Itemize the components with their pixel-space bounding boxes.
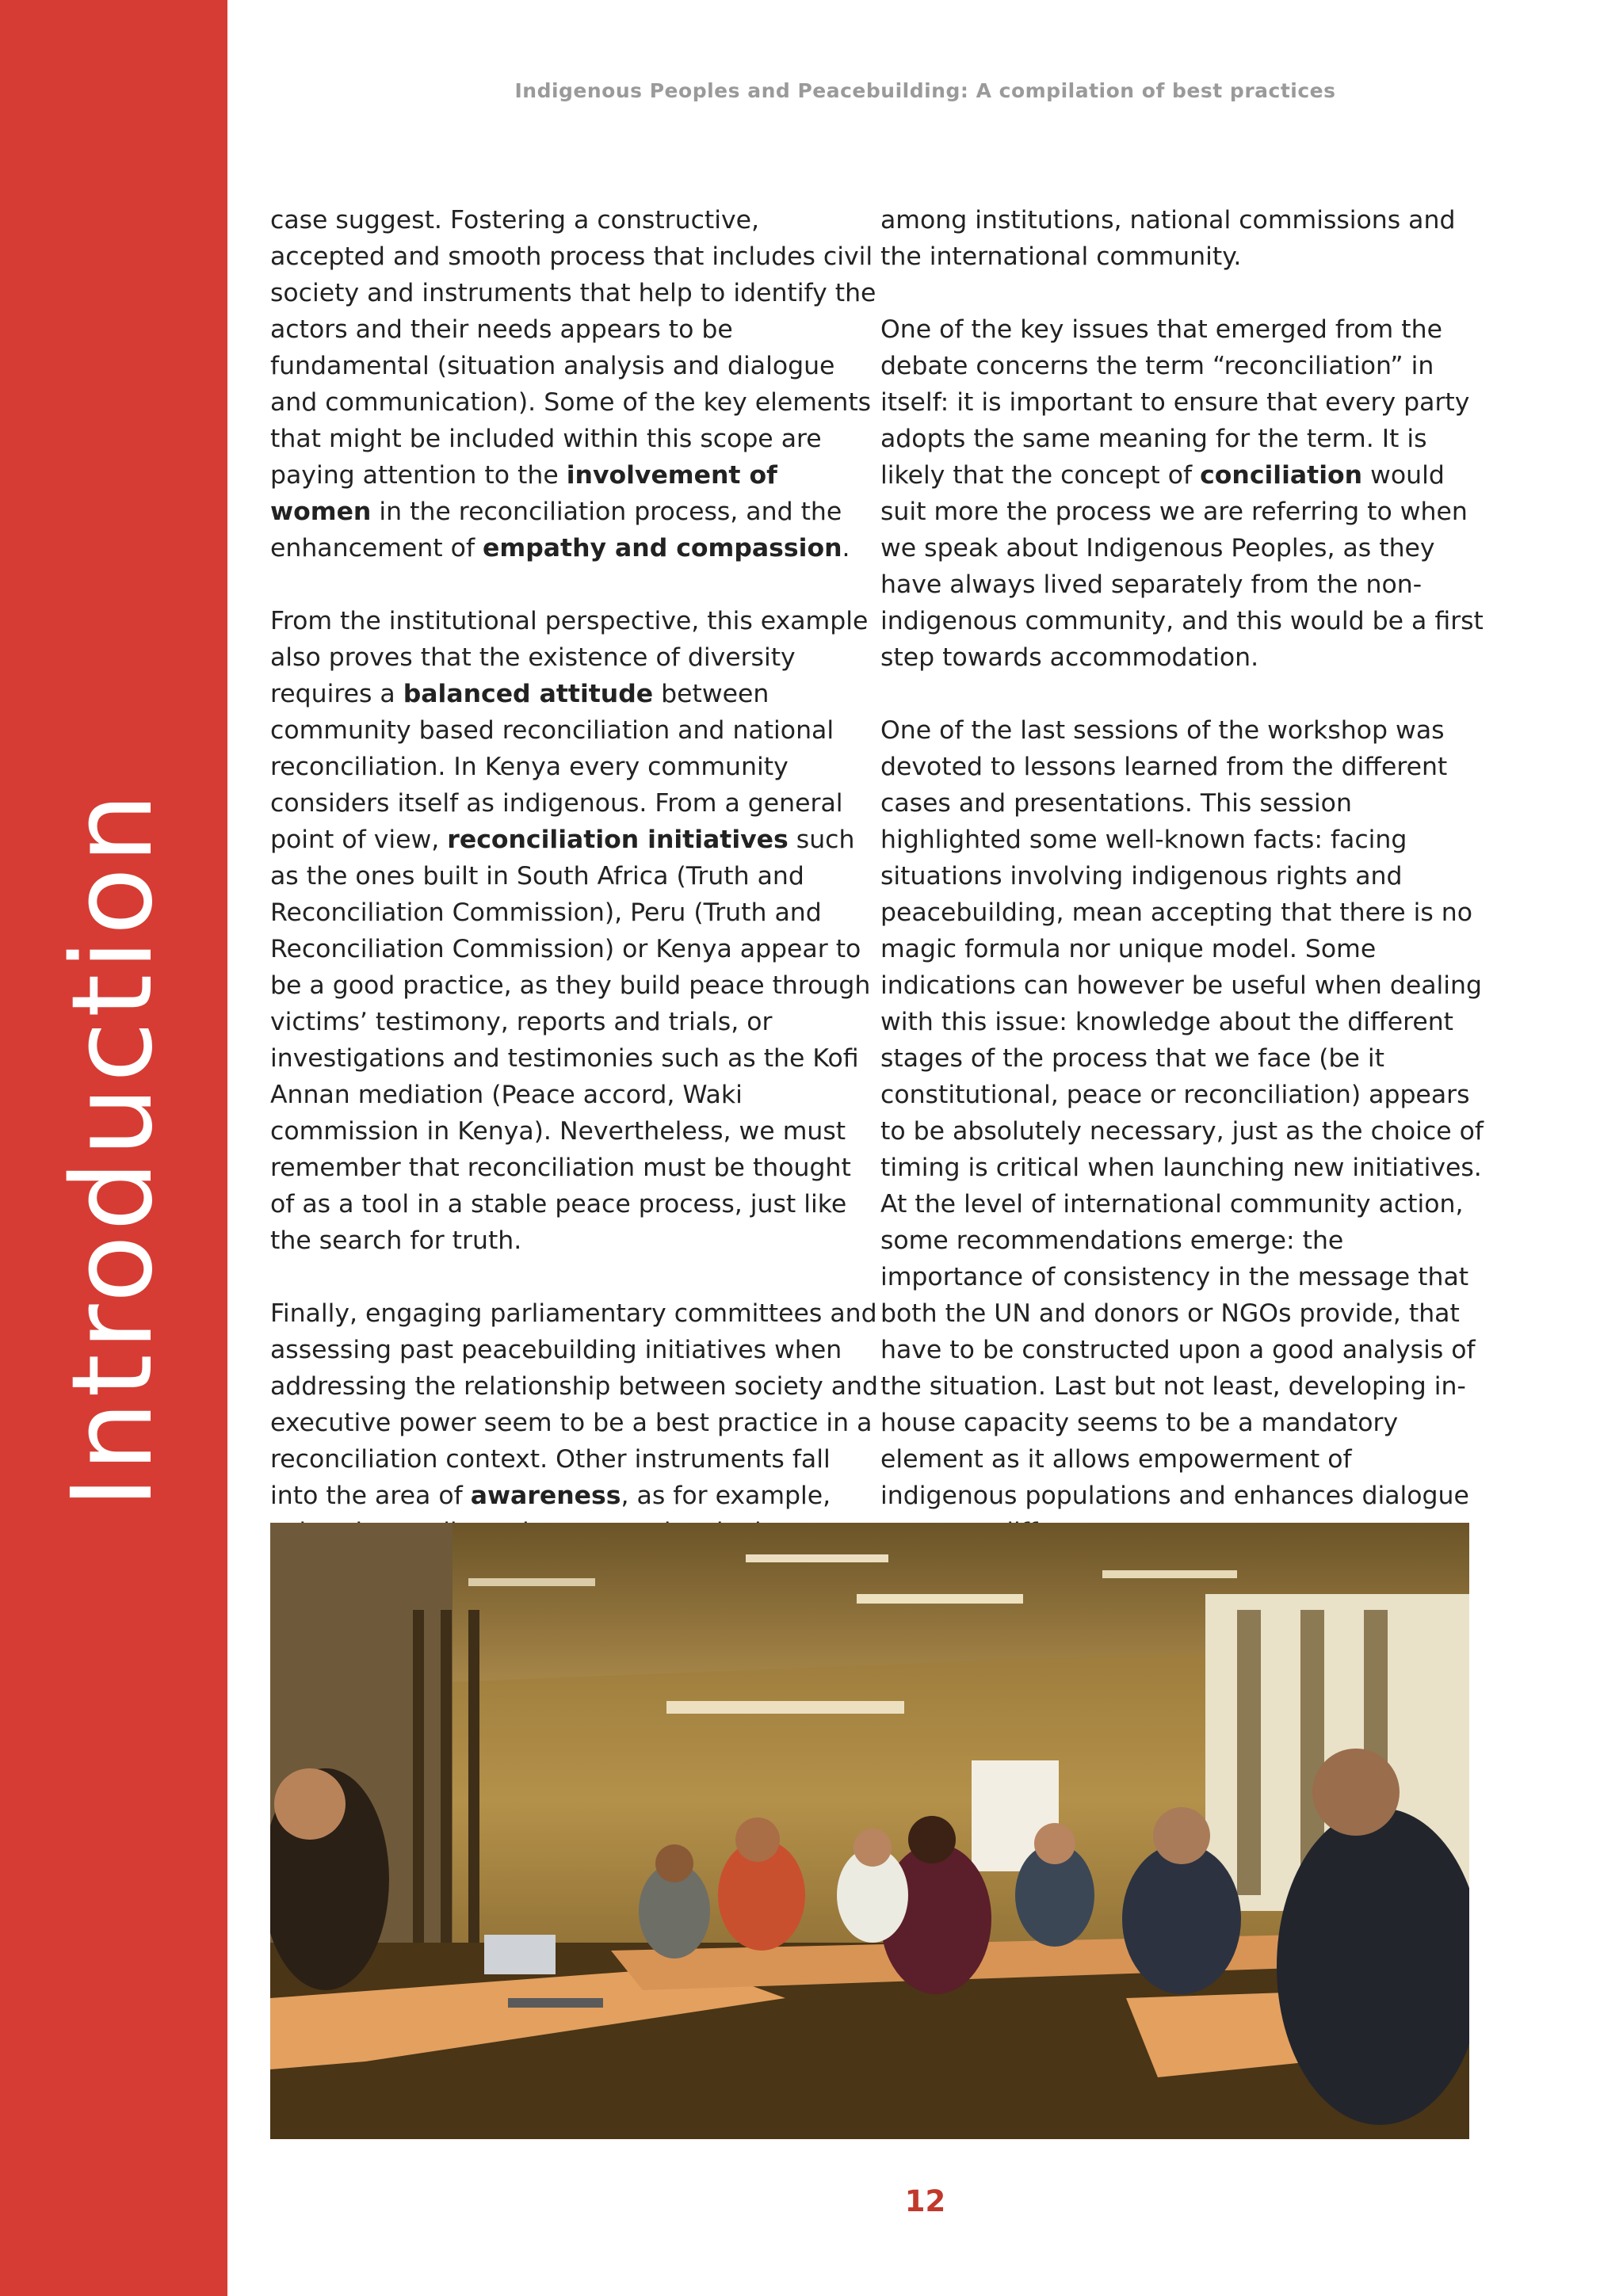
bold-term: reconciliation initiatives: [447, 826, 789, 854]
page-number: 12: [904, 2184, 946, 2218]
text-run: .: [842, 534, 850, 563]
text-run: case suggest. Fostering a constructive, accepted and smooth process that includes civil society and instruments that help to identify the actors and their needs appears to be fundamental (situation analysis and dialogue and communication). Some of the key elements that might be included within this scope are paying attention to the: [270, 206, 876, 490]
section-title: Introduction: [48, 789, 178, 1508]
right-column: [880, 202, 1489, 1550]
text-run: in the reconciliation process, and the enhancement of: [270, 498, 842, 563]
text-run: Finally, engaging parliamentary committees and assessing past peacebuilding initiatives when addressing the relationship between society and executive power seem to be a best practice in a reconciliation context. Other instruments fall into the area of: [270, 1299, 878, 1510]
text-run: From the institutional perspective, this example also proves that the existence of diversity requires a: [270, 607, 869, 708]
bold-term: balanced attitude: [403, 680, 654, 708]
text-run: such as the ones built in South Africa (Truth and Reconciliation Commission), Peru (Truth and Reconciliation Commission) or Kenya appear to be a good practice, as they build peace through victims’ testimony, reports and trials, or investigations and testimonies such as the Kofi Annan mediation (Peace accord, Waki commission in Kenya). Nevertheless, we must remember that reconciliation must be thought of as a tool in a stable peace process, just like the search for truth.: [270, 826, 871, 1255]
text-run: between community based reconciliation and national reconciliation. In Kenya every community considers itself as indigenous. From a general point of view,: [270, 680, 843, 854]
bold-term: involvement of women: [270, 461, 777, 526]
body-paragraph: [270, 603, 879, 1259]
bold-term: empathy and compassion: [483, 534, 842, 563]
body-paragraph: [880, 712, 1489, 1550]
text-run: would suit more the process we are referring to when we speak about Indigenous Peoples, as they have always lived separately from the non-indigenous community, and this would be a first step towards accommodation.: [880, 461, 1484, 672]
bold-term: awareness: [470, 1482, 621, 1510]
workshop-photo: [270, 1523, 1469, 2139]
body-paragraph: [880, 311, 1489, 676]
sidebar: [0, 0, 227, 2296]
text-run: among institutions, national commissions and the international community.: [880, 206, 1456, 271]
body-paragraph: [270, 202, 879, 566]
running-header: Indigenous Peoples and Peacebuilding: A compilation of best practices: [514, 79, 1336, 102]
bold-term: conciliation: [1200, 461, 1363, 490]
text-run: One of the last sessions of the workshop was devoted to lessons learned from the different cases and presentations. This session highlighted some well-known facts: facing situations involving indigenous rights and peacebuilding, mean accepting that there is no magic formula nor unique model. Some indications can however be useful when dealing with this issue: knowledge about the different stages of the process that we face (be it constitutional, peace or reconciliation) appears to be absolutely necessary, just as the choice of timing is critical when launching new initiatives. At the level of international community action, some recommendations emerge: the importance of consistency in the message that both the UN and donors or NGOs provide, that have to be constructed upon a good analysis of the situation. Last but not least, developing in-house capacity seems to be a mandatory element as it allows empowerment of indigenous populations and enhances dialogue: [880, 716, 1484, 1510]
text-run: One of the key issues that emerged from the debate concerns the term “reconciliation” in itself: it is important to ensure that every party adopts the same meaning for the term. It is likely that the concept of: [880, 315, 1470, 490]
body-paragraph: [880, 202, 1489, 275]
text-run: , as for example,: [621, 1482, 831, 1510]
left-column: [270, 202, 879, 1623]
